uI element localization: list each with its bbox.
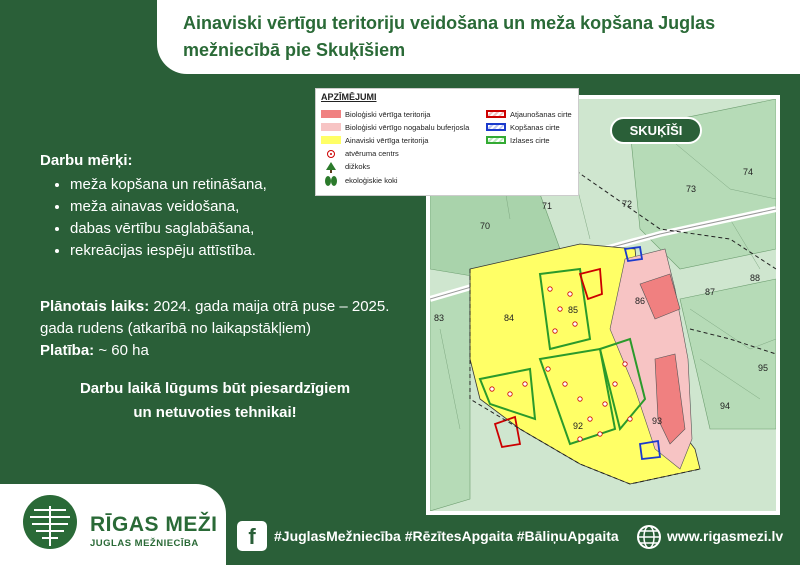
- area-label: Platība:: [40, 342, 95, 359]
- swatch-bio: [321, 110, 341, 118]
- swatch-buffer: [321, 123, 341, 131]
- map-number: 73: [686, 184, 697, 194]
- map-number: 74: [743, 167, 754, 177]
- swatch-care: [486, 123, 506, 131]
- goal-item: • meža kopšana un retināšana,: [70, 174, 267, 196]
- trees-icon: [321, 176, 341, 184]
- logo-subtitle: JUGLAS MEŽNIECĪBA: [90, 538, 199, 549]
- legend-label: atvēruma centrs: [345, 148, 399, 158]
- legend-label: Bioloģiski vērtīgo nogabalu buferjosla: [345, 122, 470, 132]
- legend-item: [321, 174, 398, 186]
- goal-item: • meža ainavas veidošana,: [70, 196, 267, 218]
- planned-time-value: 2024. gada maija otrā puse – 2025. gada rudens (atkarībā no laikapstākļiem): [40, 298, 390, 337]
- map-legend: [315, 88, 579, 196]
- legend-label: Bioloģiski vērtīga teritorija: [345, 109, 431, 119]
- legend-item: [321, 147, 399, 159]
- map-number: 85: [568, 305, 579, 315]
- map-number: 87: [705, 287, 716, 297]
- map-number: 86: [635, 296, 646, 306]
- forest-logo-icon: [22, 494, 78, 554]
- map-number: 94: [720, 401, 731, 411]
- map-number: 84: [504, 313, 515, 323]
- legend-item: [321, 108, 430, 120]
- legend-label: Izlases cirte: [510, 135, 550, 145]
- safety-warning: Darbu laikā lūgums būt piesardzīgiem un netuvoties tehnikai!: [79, 380, 351, 421]
- facebook-icon[interactable]: f: [237, 521, 267, 551]
- legend-item: [486, 108, 572, 120]
- legend-item: [486, 121, 560, 133]
- legend-item: [321, 160, 370, 172]
- website-link[interactable]: www.rigasmezi.lv: [667, 528, 784, 544]
- swatch-renewal: [486, 110, 506, 118]
- globe-icon: [636, 524, 662, 550]
- map-number: 92: [573, 421, 584, 431]
- map-number: 88: [750, 273, 761, 283]
- goal-item: • rekreācijas iespēju attīstība.: [70, 240, 267, 262]
- swatch-landscape: [321, 136, 341, 144]
- location-badge: SKUĶĪŠI: [610, 117, 702, 144]
- hashtags: #JuglasMežniecība #RēzītesApgaita #BāliņuApgaita: [274, 528, 619, 544]
- logo-box: [0, 484, 226, 565]
- area-value: ~ 60 ha: [94, 342, 149, 359]
- map-number: 95: [758, 363, 769, 373]
- legend-label: Kopšanas cirte: [510, 122, 560, 132]
- circle-dot-icon: [321, 149, 341, 157]
- goals-title: Darbu mērķi:: [40, 152, 133, 169]
- title-box: [157, 0, 800, 74]
- map-number: 83: [434, 313, 445, 323]
- swatch-selection: [486, 136, 506, 144]
- map-number: 93: [652, 416, 663, 426]
- goals-list: [40, 174, 267, 262]
- planned-time-label: Plānotais laiks:: [40, 298, 150, 315]
- legend-title: APZĪMĒJUMI: [321, 92, 377, 102]
- legend-label: dižkoks: [345, 161, 371, 171]
- legend-item: [321, 134, 428, 146]
- legend-item: [321, 121, 469, 133]
- legend-label: ekoloģiskie koki: [345, 175, 398, 185]
- map-number: 72: [622, 199, 633, 209]
- legend-label: Ainaviski vērtīga teritorija: [345, 135, 429, 145]
- map-number: 70: [480, 221, 491, 231]
- goal-item: • dabas vērtību saglabāšana,: [70, 218, 267, 240]
- planned-section: [40, 296, 400, 362]
- legend-item: [486, 134, 550, 146]
- legend-label: Atjaunošanas cirte: [510, 109, 572, 119]
- logo-name: RĪGAS MEŽI: [90, 513, 218, 536]
- goals-section: [40, 150, 267, 262]
- page-title: Ainaviski vērtīgu teritoriju veidošana un meža kopšana Juglas mežniecībā pie Skuķīšiem: [183, 13, 716, 60]
- tree-icon: [321, 162, 341, 170]
- map-number: 71: [542, 201, 553, 211]
